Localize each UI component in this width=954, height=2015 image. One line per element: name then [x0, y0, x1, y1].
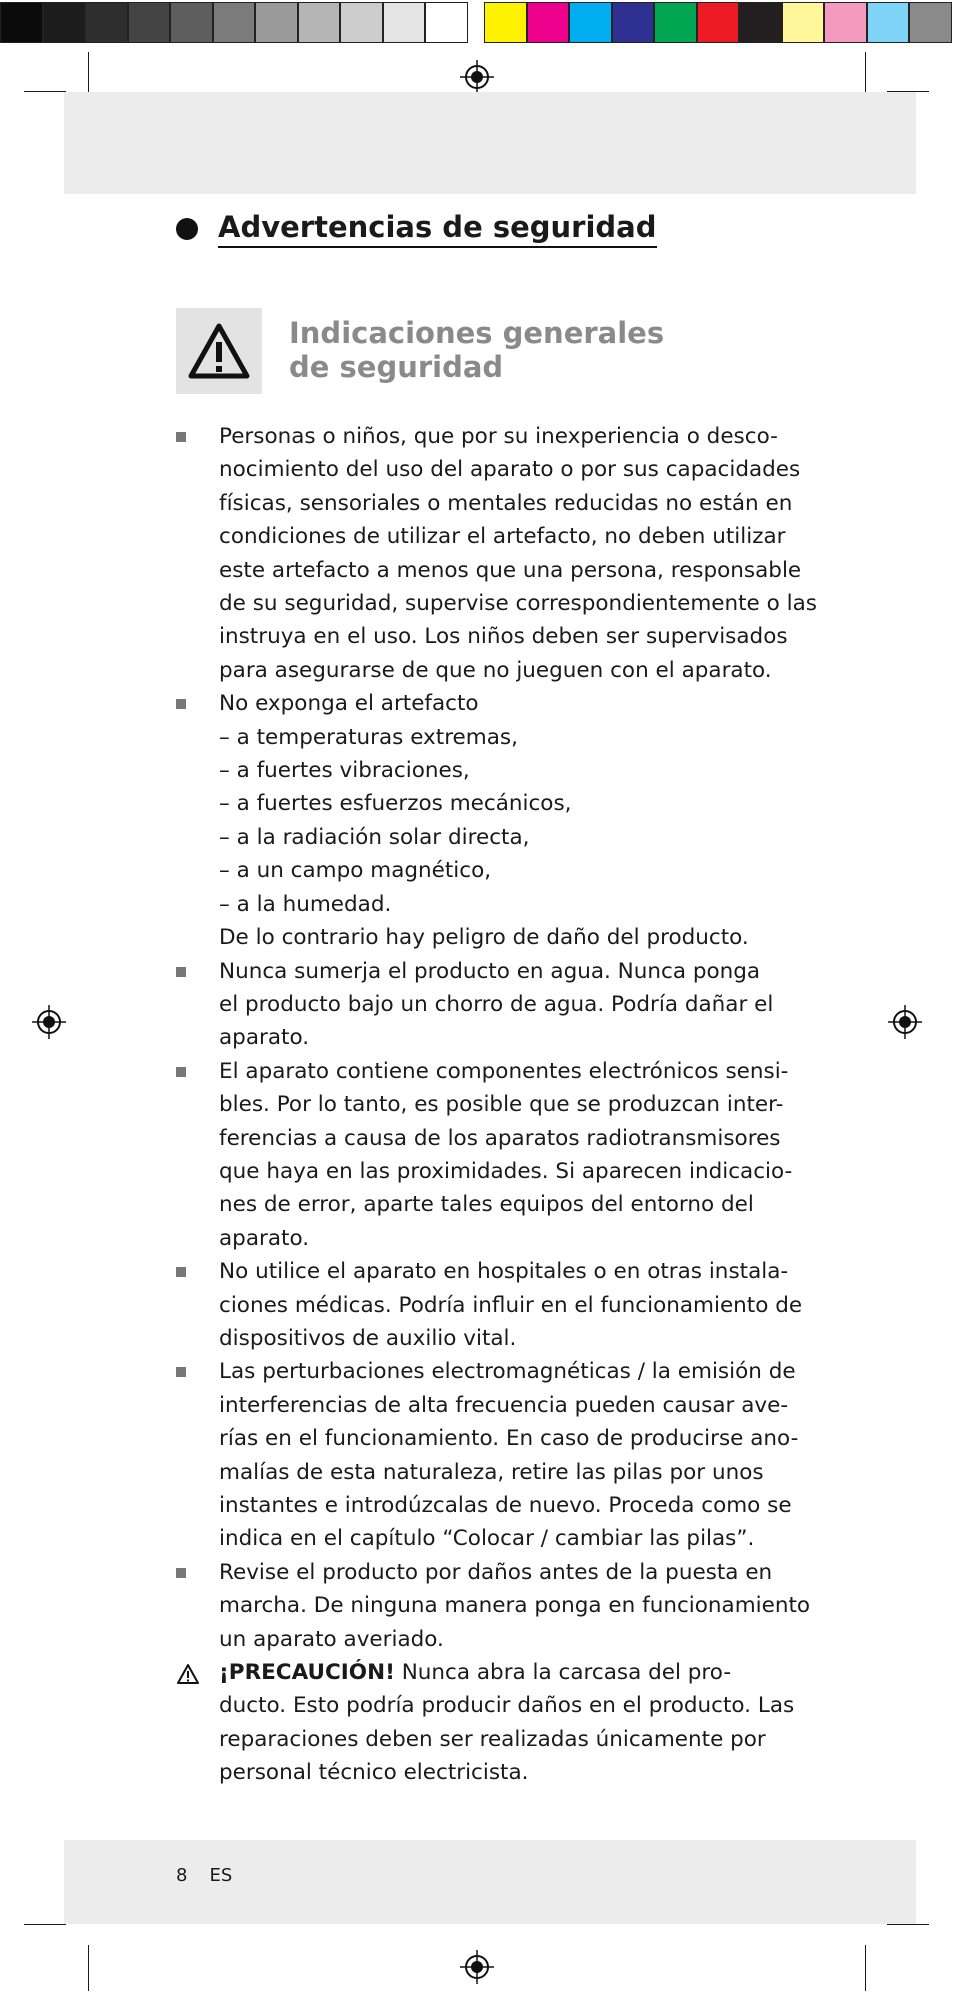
square-bullet-icon	[176, 432, 186, 442]
page-footer	[176, 1865, 232, 1886]
list-item: Nunca sumerja el producto en agua. Nunca ponga el producto bajo un chorro de agua. Podría dañar el aparato.	[176, 955, 786, 1055]
subsection-title: Indicaciones generales de seguridad	[289, 316, 665, 384]
page-number: 8	[176, 1865, 188, 1886]
color-swatch	[340, 2, 383, 43]
registration-mark-icon	[888, 1005, 922, 1039]
color-swatch	[0, 2, 43, 43]
crop-mark	[24, 91, 66, 92]
crop-mark	[24, 1924, 66, 1925]
color-swatch	[170, 2, 213, 43]
list-item: No exponga el artefacto – a temperaturas extremas, – a fuertes vibraciones, – a fuertes esfuerzos mecánicos, – a la radiación solar directa, – a un campo magnético, – a la humedad. De lo contrario hay peligro de daño del producto.	[176, 687, 786, 954]
square-bullet-icon	[176, 1568, 186, 1578]
color-swatch	[654, 2, 697, 43]
section-title: Advertencias de seguridad	[218, 210, 657, 248]
list-item: No utilice el aparato en hospitales o en otras instala- ciones médicas. Podría influir en el funcionamiento de dispositivos de auxilio vital.	[176, 1255, 786, 1355]
square-bullet-icon	[176, 699, 186, 709]
square-bullet-icon	[176, 967, 186, 977]
crop-mark	[887, 1924, 929, 1925]
color-swatch	[867, 2, 910, 43]
color-swatch	[298, 2, 341, 43]
caution-item: ¡PRECAUCIÓN! Nunca abra la carcasa del pro- ducto. Esto podría producir daños en el producto. Las reparaciones deben ser realizadas únicamente por personal técnico electricista.	[176, 1656, 786, 1790]
color-swatch	[128, 2, 171, 43]
square-bullet-icon	[176, 1367, 186, 1377]
color-swatch	[569, 2, 612, 43]
warning-box	[176, 308, 262, 394]
warning-triangle-icon	[187, 322, 251, 380]
color-swatch	[213, 2, 256, 43]
gray-calibration-bar	[0, 0, 468, 46]
list-item: El aparato contiene componentes electrónicos sensi- bles. Por lo tanto, es posible que se produzcan inter- ferencias a causa de los aparatos radiotransmisores que haya en las proximidades. Si aparecen indicacio- nes de error, aparte tales equipos del entorno del aparato.	[176, 1055, 786, 1255]
color-swatch	[383, 2, 426, 43]
color-swatch	[739, 2, 782, 43]
caution-label: ¡PRECAUCIÓN!	[219, 1660, 395, 1686]
color-swatch	[255, 2, 298, 43]
bullet-dot-icon	[176, 218, 198, 240]
registration-mark-icon	[32, 1005, 66, 1039]
section-heading	[176, 210, 657, 248]
language-code: ES	[209, 1865, 233, 1886]
color-swatch	[425, 2, 468, 43]
process-color-calibration-bar	[484, 0, 952, 46]
color-swatch	[612, 2, 655, 43]
crop-mark	[865, 1945, 866, 1991]
registration-mark-icon	[460, 60, 494, 94]
square-bullet-icon	[176, 1067, 186, 1077]
header-band	[64, 92, 916, 194]
color-swatch	[697, 2, 740, 43]
color-swatch	[43, 2, 86, 43]
registration-mark-icon	[460, 1950, 494, 1984]
list-item: Revise el producto por daños antes de la puesta en marcha. De ninguna manera ponga en funcionamiento un aparato averiado.	[176, 1556, 786, 1656]
color-swatch	[85, 2, 128, 43]
color-swatch	[527, 2, 570, 43]
color-swatch	[909, 2, 952, 43]
list-item: Las perturbaciones electromagnéticas / la emisión de interferencias de alta frecuencia pueden causar ave- rías en el funcionamiento. En caso de producirse ano- malías de esta naturaleza, retire las pilas por unos instantes e introdúzcalas de nuevo. Proceda como se indica en el capítulo “Colocar / cambiar las pilas”.	[176, 1355, 786, 1555]
color-swatch	[484, 2, 527, 43]
safety-list	[176, 420, 817, 1790]
color-swatch	[782, 2, 825, 43]
crop-mark	[88, 1945, 89, 1991]
color-swatch	[824, 2, 867, 43]
square-bullet-icon	[176, 1267, 186, 1277]
warning-triangle-icon	[176, 1663, 200, 1685]
list-item: Personas o niños, que por su inexperiencia o desco- nocimiento del uso del aparato o por sus capacidades físicas, sensoriales o mentales reducidas no están en condiciones de utilizar el artefacto, no deben utilizar este artefacto a menos que una persona, responsable de su seguridad, supervise correspondientemente o las instruya en el uso. Los niños deben ser supervisados para asegurarse de que no jueguen con el aparato.	[176, 420, 786, 687]
